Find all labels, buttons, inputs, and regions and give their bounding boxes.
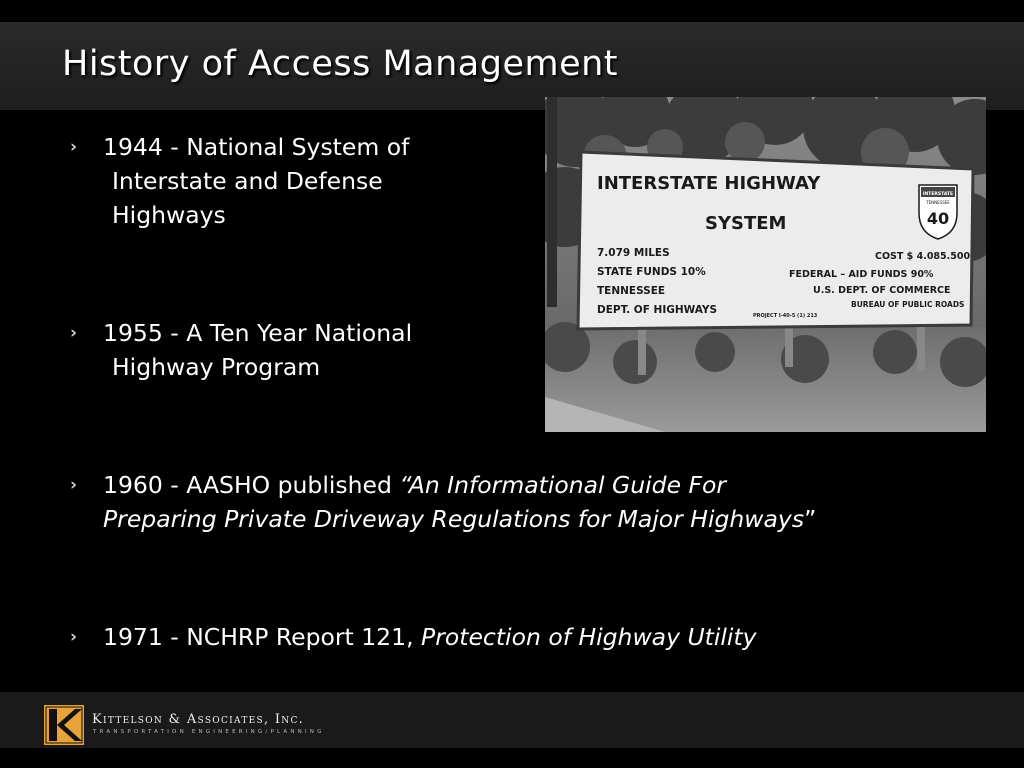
shield-route-number: 40 — [926, 209, 950, 228]
bullet-prefix: 1971 - NCHRP Report 121, — [103, 623, 422, 651]
bullet-1955 — [70, 316, 412, 384]
sign-left-line: TENNESSEE — [597, 285, 666, 297]
sign-right-line: U.S. DEPT. OF COMMERCE — [813, 285, 951, 296]
sign-right-line: FEDERAL – AID FUNDS 90% — [789, 269, 934, 280]
shield-state-label: TENNESSEE — [926, 200, 950, 205]
bullet-text-line — [70, 502, 816, 536]
bullet-chevron-icon: › — [70, 475, 78, 495]
bullet-text-line: Highways — [112, 201, 226, 229]
bullet-text-line — [70, 468, 816, 502]
bullet-text-line: Highway Program — [112, 353, 321, 381]
bullet-text-line: 1944 - National System of — [103, 133, 410, 161]
bullet-chevron-icon: › — [70, 137, 78, 157]
bullet-chevron-icon: › — [70, 627, 78, 647]
bullet-prefix: 1960 - AASHO published — [103, 471, 400, 499]
interstate-shield-icon — [919, 185, 957, 239]
report-title: Protection of Highway Utility — [421, 623, 757, 651]
bullet-1960 — [70, 468, 816, 536]
company-name: Kittelson & Associates, Inc. — [92, 712, 305, 727]
interstate-sign-photo — [545, 97, 986, 432]
company-tagline: TRANSPORTATION ENGINEERING/PLANNING — [93, 729, 325, 735]
bullet-1971 — [70, 620, 757, 654]
sign-heading-1: INTERSTATE HIGHWAY — [597, 173, 821, 194]
sign-right-line: BUREAU OF PUBLIC ROADS — [851, 300, 965, 309]
bullet-text-line: Interstate and Defense — [112, 167, 383, 195]
sign-left-line: 7.079 MILES — [597, 247, 670, 259]
publication-title-cont: Preparing Private Driveway Regulations for Major Highways — [103, 505, 805, 533]
bullet-1944 — [70, 130, 409, 232]
sign-left-line: STATE FUNDS 10% — [597, 266, 706, 278]
bullet-chevron-icon: › — [70, 323, 78, 343]
sign-project-number: PROJECT I-40-5 (1) 213 — [753, 313, 818, 319]
sign-heading-2: SYSTEM — [705, 213, 787, 234]
kittelson-k-logo-icon — [44, 705, 84, 745]
slide-title: History of Access Management — [62, 44, 619, 84]
closing-quote: ” — [804, 505, 817, 533]
publication-title: “An Informational Guide For — [399, 471, 727, 499]
shield-top-label: INTERSTATE — [922, 192, 954, 197]
sign-left-line: DEPT. OF HIGHWAYS — [597, 304, 718, 316]
bullet-text-line — [70, 620, 757, 654]
sign-right-line: COST $ 4.085.500 — [875, 251, 971, 262]
bullet-text-line: 1955 - A Ten Year National — [103, 319, 413, 347]
